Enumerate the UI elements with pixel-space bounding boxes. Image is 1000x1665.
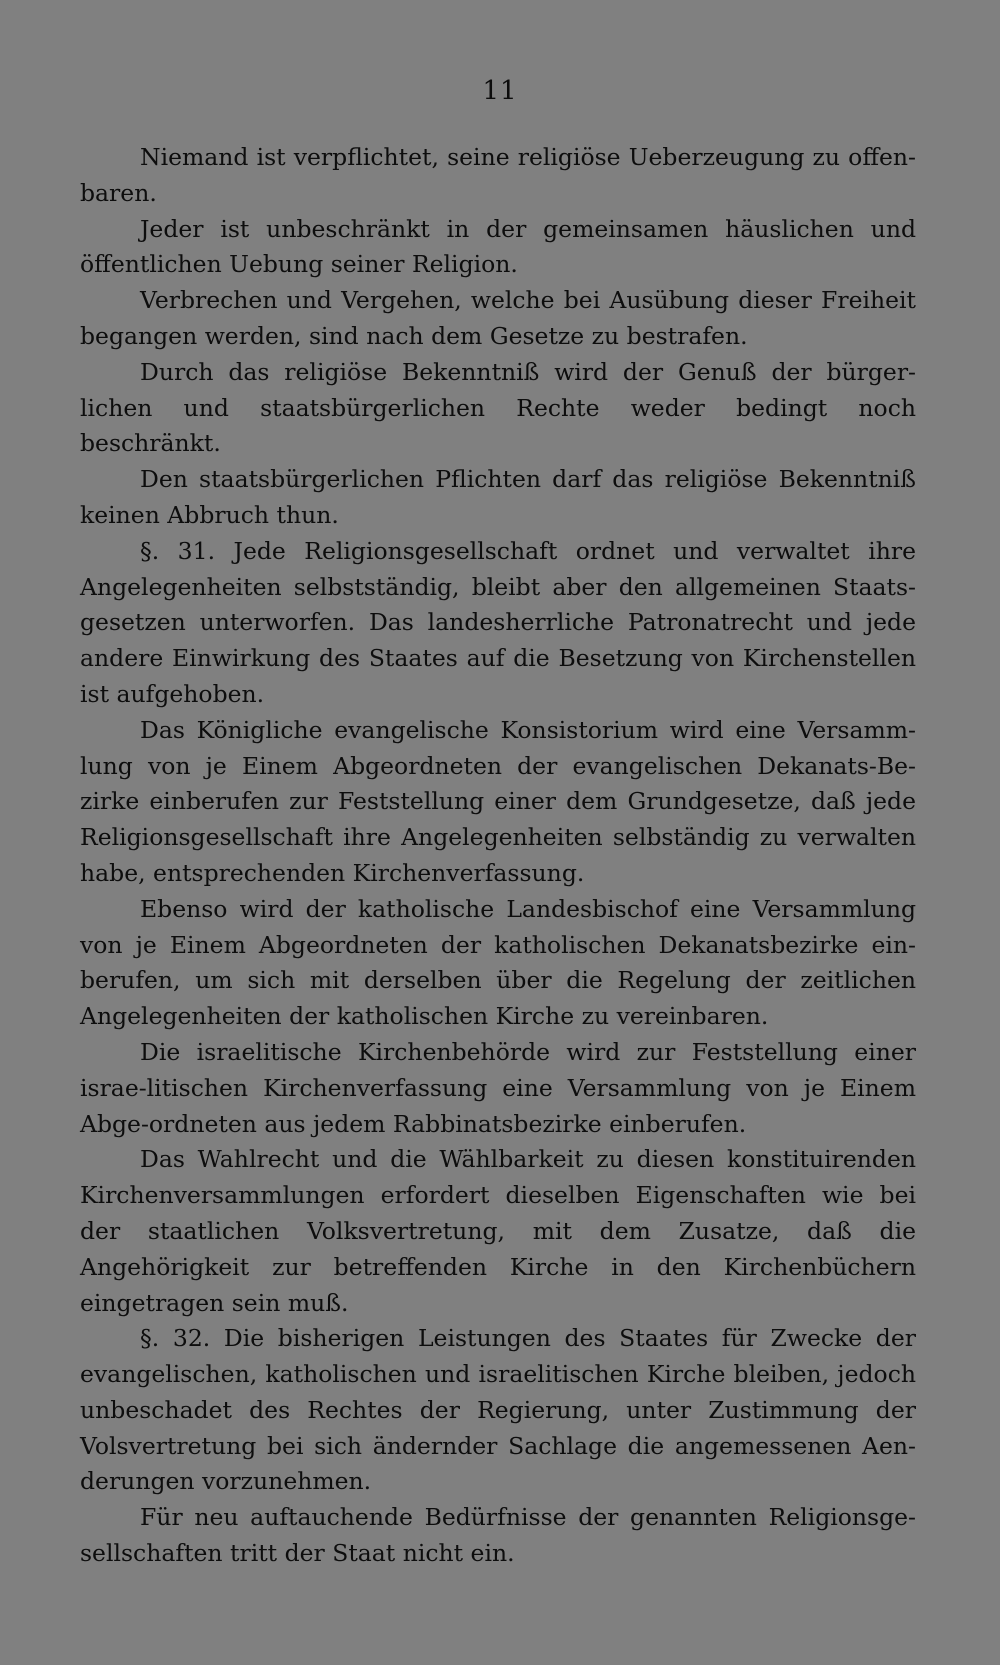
paragraph: Für neu auftauchende Bedürfnisse der genannten Religionsge-sellschaften tritt der Staat nicht ein. — [80, 1503, 916, 1568]
body-text — [80, 140, 916, 1572]
paragraph: Verbrechen und Vergehen, welche bei Ausübung dieser Freiheit begangen werden, sind nach dem Gesetze zu bestrafen. — [80, 286, 916, 350]
paragraph: Die israelitische Kirchenbehörde wird zur Feststellung einer israe-litischen Kirchenverfassung eine Versammlung von je Einem Abge-ordneten aus jedem Rabbinatsbezirke einberufen. — [80, 1037, 916, 1138]
paragraph-section-31: §. 31. Jede Religionsgesellschaft ordnet und verwaltet ihre Angelegenheiten selbstständig, bleibt aber den allgemeinen Staats-gesetzen unterworfen. Das landesherrliche Patronatrecht und jede andere Einwirkung des Staates auf die Besetzung von Kirchenstellen ist aufgehoben. — [80, 536, 916, 708]
paragraph: Das Königliche evangelische Konsistorium wird eine Versamm-lung von je Einem Abgeordneten der evangelischen Dekanats-Be-zirke einberufen zur Feststellung einer dem Grundgesetze, daß jede Religionsgesellschaft ihre Angelegenheiten selbständig zu verwalten habe, entsprechenden Kirchenverfassung. — [80, 715, 916, 887]
paragraph: Ebenso wird der katholische Landesbischof eine Versammlung von je Einem Abgeordneten der katholischen Dekanatsbezirke ein-berufen, um sich mit derselben über die Regelung der zeitlichen Angelegenheiten der katholischen Kirche zu vereinbaren. — [80, 894, 916, 1031]
paragraph-section-32: §. 32. Die bisherigen Leistungen des Staates für Zwecke der evangelischen, katholischen und israelitischen Kirche bleiben, jedoch unbeschadet des Rechtes der Regierung, unter Zustimmung der Volsvertretung bei sich ändernder Sachlage die angemessenen Aen-derungen vorzunehmen. — [80, 1324, 916, 1496]
paragraph: Das Wahlrecht und die Wählbarkeit zu diesen konstituirenden Kirchenversammlungen erfordert dieselben Eigenschaften wie bei der staatlichen Volksvertretung, mit dem Zusatze, daß die Angehörigkeit zur betreffenden Kirche in den Kirchenbüchern eingetragen sein muß. — [80, 1145, 916, 1317]
page-number: 11 — [482, 76, 518, 106]
paragraph: Den staatsbürgerlichen Pflichten darf das religiöse Bekenntniß keinen Abbruch thun. — [80, 465, 916, 529]
paragraph: Niemand ist verpflichtet, seine religiöse Ueberzeugung zu offen-baren. — [80, 143, 916, 207]
paragraph: Durch das religiöse Bekenntniß wird der Genuß der bürger-lichen und staatsbürgerlichen Rechte weder bedingt noch beschränkt. — [80, 357, 916, 458]
paragraph: Jeder ist unbeschränkt in der gemeinsamen häuslichen und öffentlichen Uebung seiner Religion. — [80, 214, 916, 279]
